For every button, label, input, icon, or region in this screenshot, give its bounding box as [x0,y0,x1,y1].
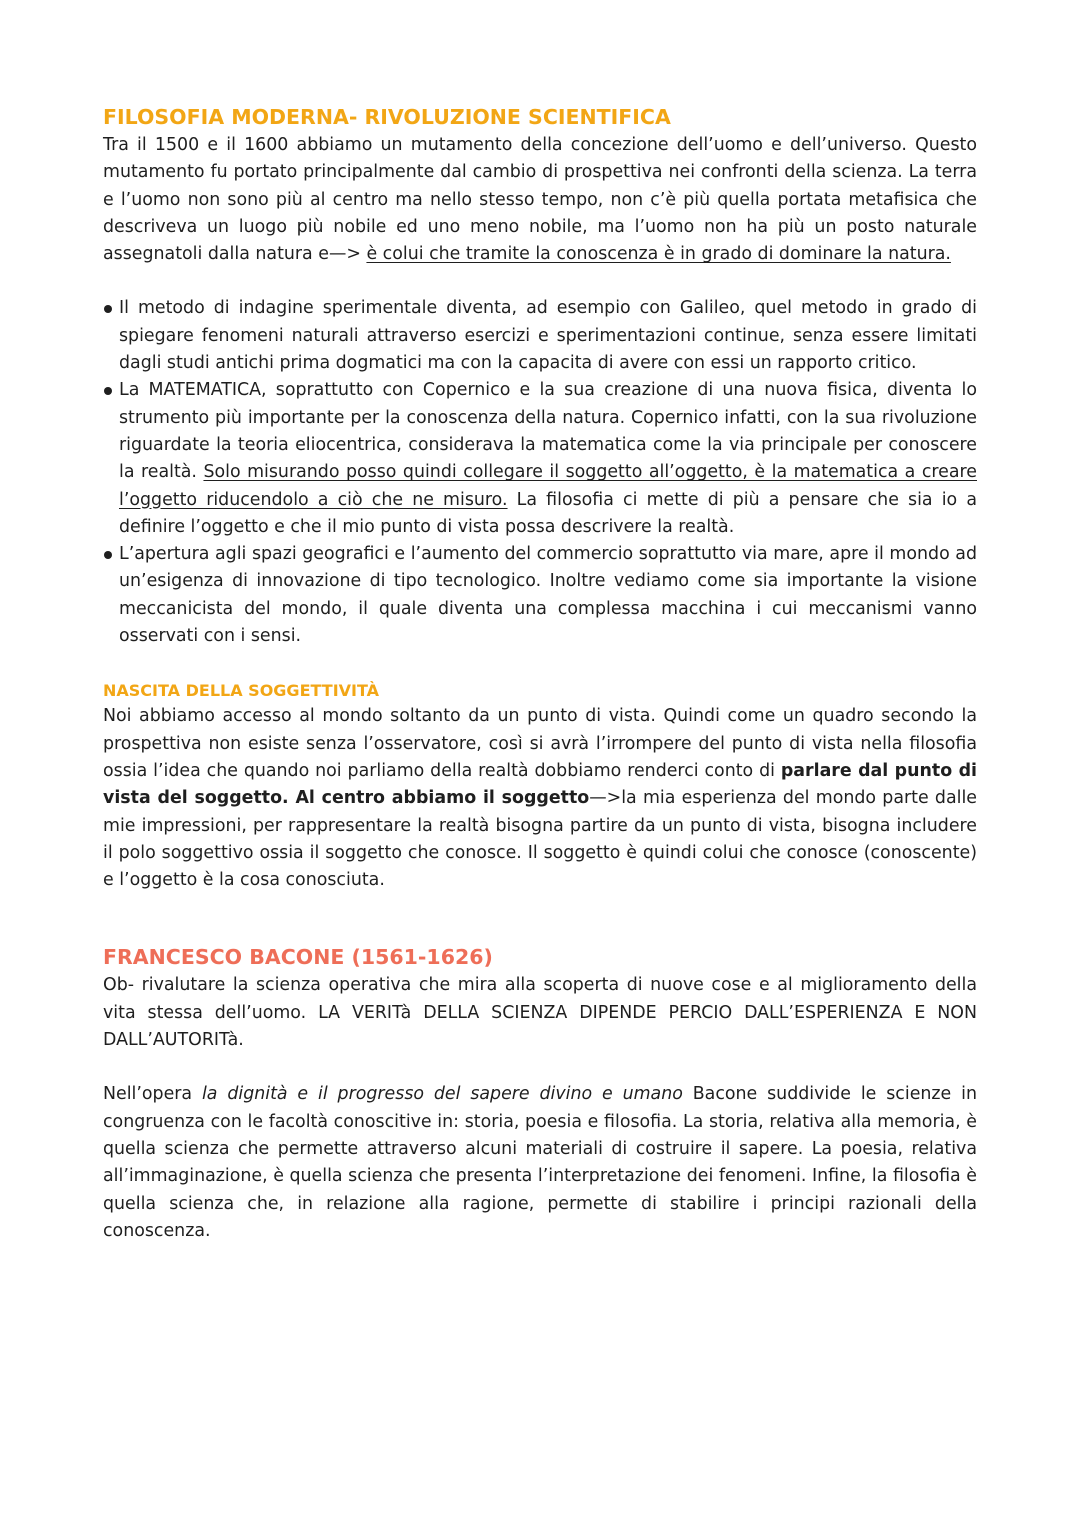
intro-underlined-text: è colui che tramite la conoscenza è in grado di dominare la natura. [366,244,951,265]
bullet-item-metodo [103,295,977,377]
bullet-text: Il metodo di indagine sperimentale diventa, ad esempio con Galileo, quel metodo in grado di spiegare fenomeni naturali attraverso esercizi e sperimentazioni continue, senza essere limitati dagli studi antichi prima dogmatici ma con la capacita di avere con essi un rapporto critico. [119,298,977,374]
paragraph-text: Bacone suddivide le scienze in congruenza con le facoltà conoscitive in: storia, poesia e filosofia. La storia, relativa alla memoria, è quella scienza che permette attraverso alcuni materiali di costruire il sapere. La poesia, relativa all’immaginazione, è quella scienza che presenta l’interpretazione dei fenomeni. Infine, la filosofia è quella scienza che, in relazione alla ragione, permette di stabilire i principi razionali della conoscenza. [103,1084,977,1241]
intro-text: Tra il 1500 e il 1600 abbiamo un mutamento della concezione dell’uomo e dell’universo. Questo mutamento fu portato principalmente dal cambio di prospettiva nei confronti della scienza. La terra e l’uomo non sono più al centro ma nello stesso tempo, non c’è più quella portata metafisica che descriveva un luogo più nobile ed uno meno nobile, ma l’uomo non ha più un posto naturale assegnatoli dalla natura e—> [103,135,977,265]
bullet-text: La MATEMATICA, soprattutto con Copernico e la sua creazione di una nuova fisica, diventa lo strumento più importante per la conoscenza della natura. Copernico infatti, con la sua rivoluzione riguardate la teoria eliocentrica, considerava la matematica come la via principale per conoscere la realtà. [119,380,977,483]
section-title: FILOSOFIA MODERNA- RIVOLUZIONE SCIENTIFICA [103,105,671,129]
italic-title: la dignità e il progresso del sapere divino e umano [201,1084,683,1105]
bullet-list [103,295,977,650]
section-francesco-bacone [103,942,977,1245]
bacone-paragraph-2 [103,1081,977,1245]
section-nascita-soggettivita [103,679,977,894]
bullet-item-apertura [103,541,977,650]
section-rivoluzione-scientifica [103,102,977,650]
bullet-item-matematica [103,377,977,541]
bold-text: parlare dal punto di vista del soggetto. Al centro abbiamo il soggetto [103,760,977,809]
intro-paragraph [103,132,977,268]
bacone-paragraph-1: Ob- rivalutare la scienza operativa che mira alla scoperta di nuove cose e al miglioramento della vita stessa dell’uomo. LA VERITà DELLA SCIENZA DIPENDE PERCIO DALL’ESPERIENZA E NON DALL’AUTORITà. [103,975,977,1051]
paragraph-text: —>la mia esperienza del mondo parte dalle mie impressioni, per rappresentare la realtà bisogna partire da un punto di vista, bisogna includere il polo soggettivo ossia il soggetto che conosce. Il soggetto è quindi colui che conosce (conoscente) e l’oggetto è la cosa conosciuta. [103,788,977,891]
soggettivita-paragraph [103,703,977,894]
bullet-underlined-text: Solo misurando posso quindi collegare il soggetto all’oggetto, è la matematica a creare l’oggetto riducendolo a ciò che ne misuro. [119,462,977,510]
bullet-text: La filosofia ci mette di più a pensare che sia io a definire l’oggetto e che il mio punto di vista possa descrivere la realtà. [119,489,977,537]
subsection-title: NASCITA DELLA SOGGETTIVITÀ [103,681,380,701]
section-title: FRANCESCO BACONE (1561-1626) [103,945,493,970]
bullet-text: L’apertura agli spazi geografici e l’aumento del commercio soprattutto via mare, apre il mondo ad un’esigenza di innovazione di tipo tecnologico. Inoltre vediamo come sia importante la visione meccanicista del mondo, il quale diventa una complessa macchina i cui meccanismi vanno osservati con i sensi. [119,544,977,647]
paragraph-text: Noi abbiamo accesso al mondo soltanto da un punto di vista. Quindi come un quadro secondo la prospettiva non esiste senza l’osservatore, così si avrà l’irrompere del punto di vista nella filosofia ossia l’idea che quando noi parliamo della realtà dobbiamo renderci conto di [103,706,977,781]
paragraph-text: Nell’opera [103,1084,202,1105]
